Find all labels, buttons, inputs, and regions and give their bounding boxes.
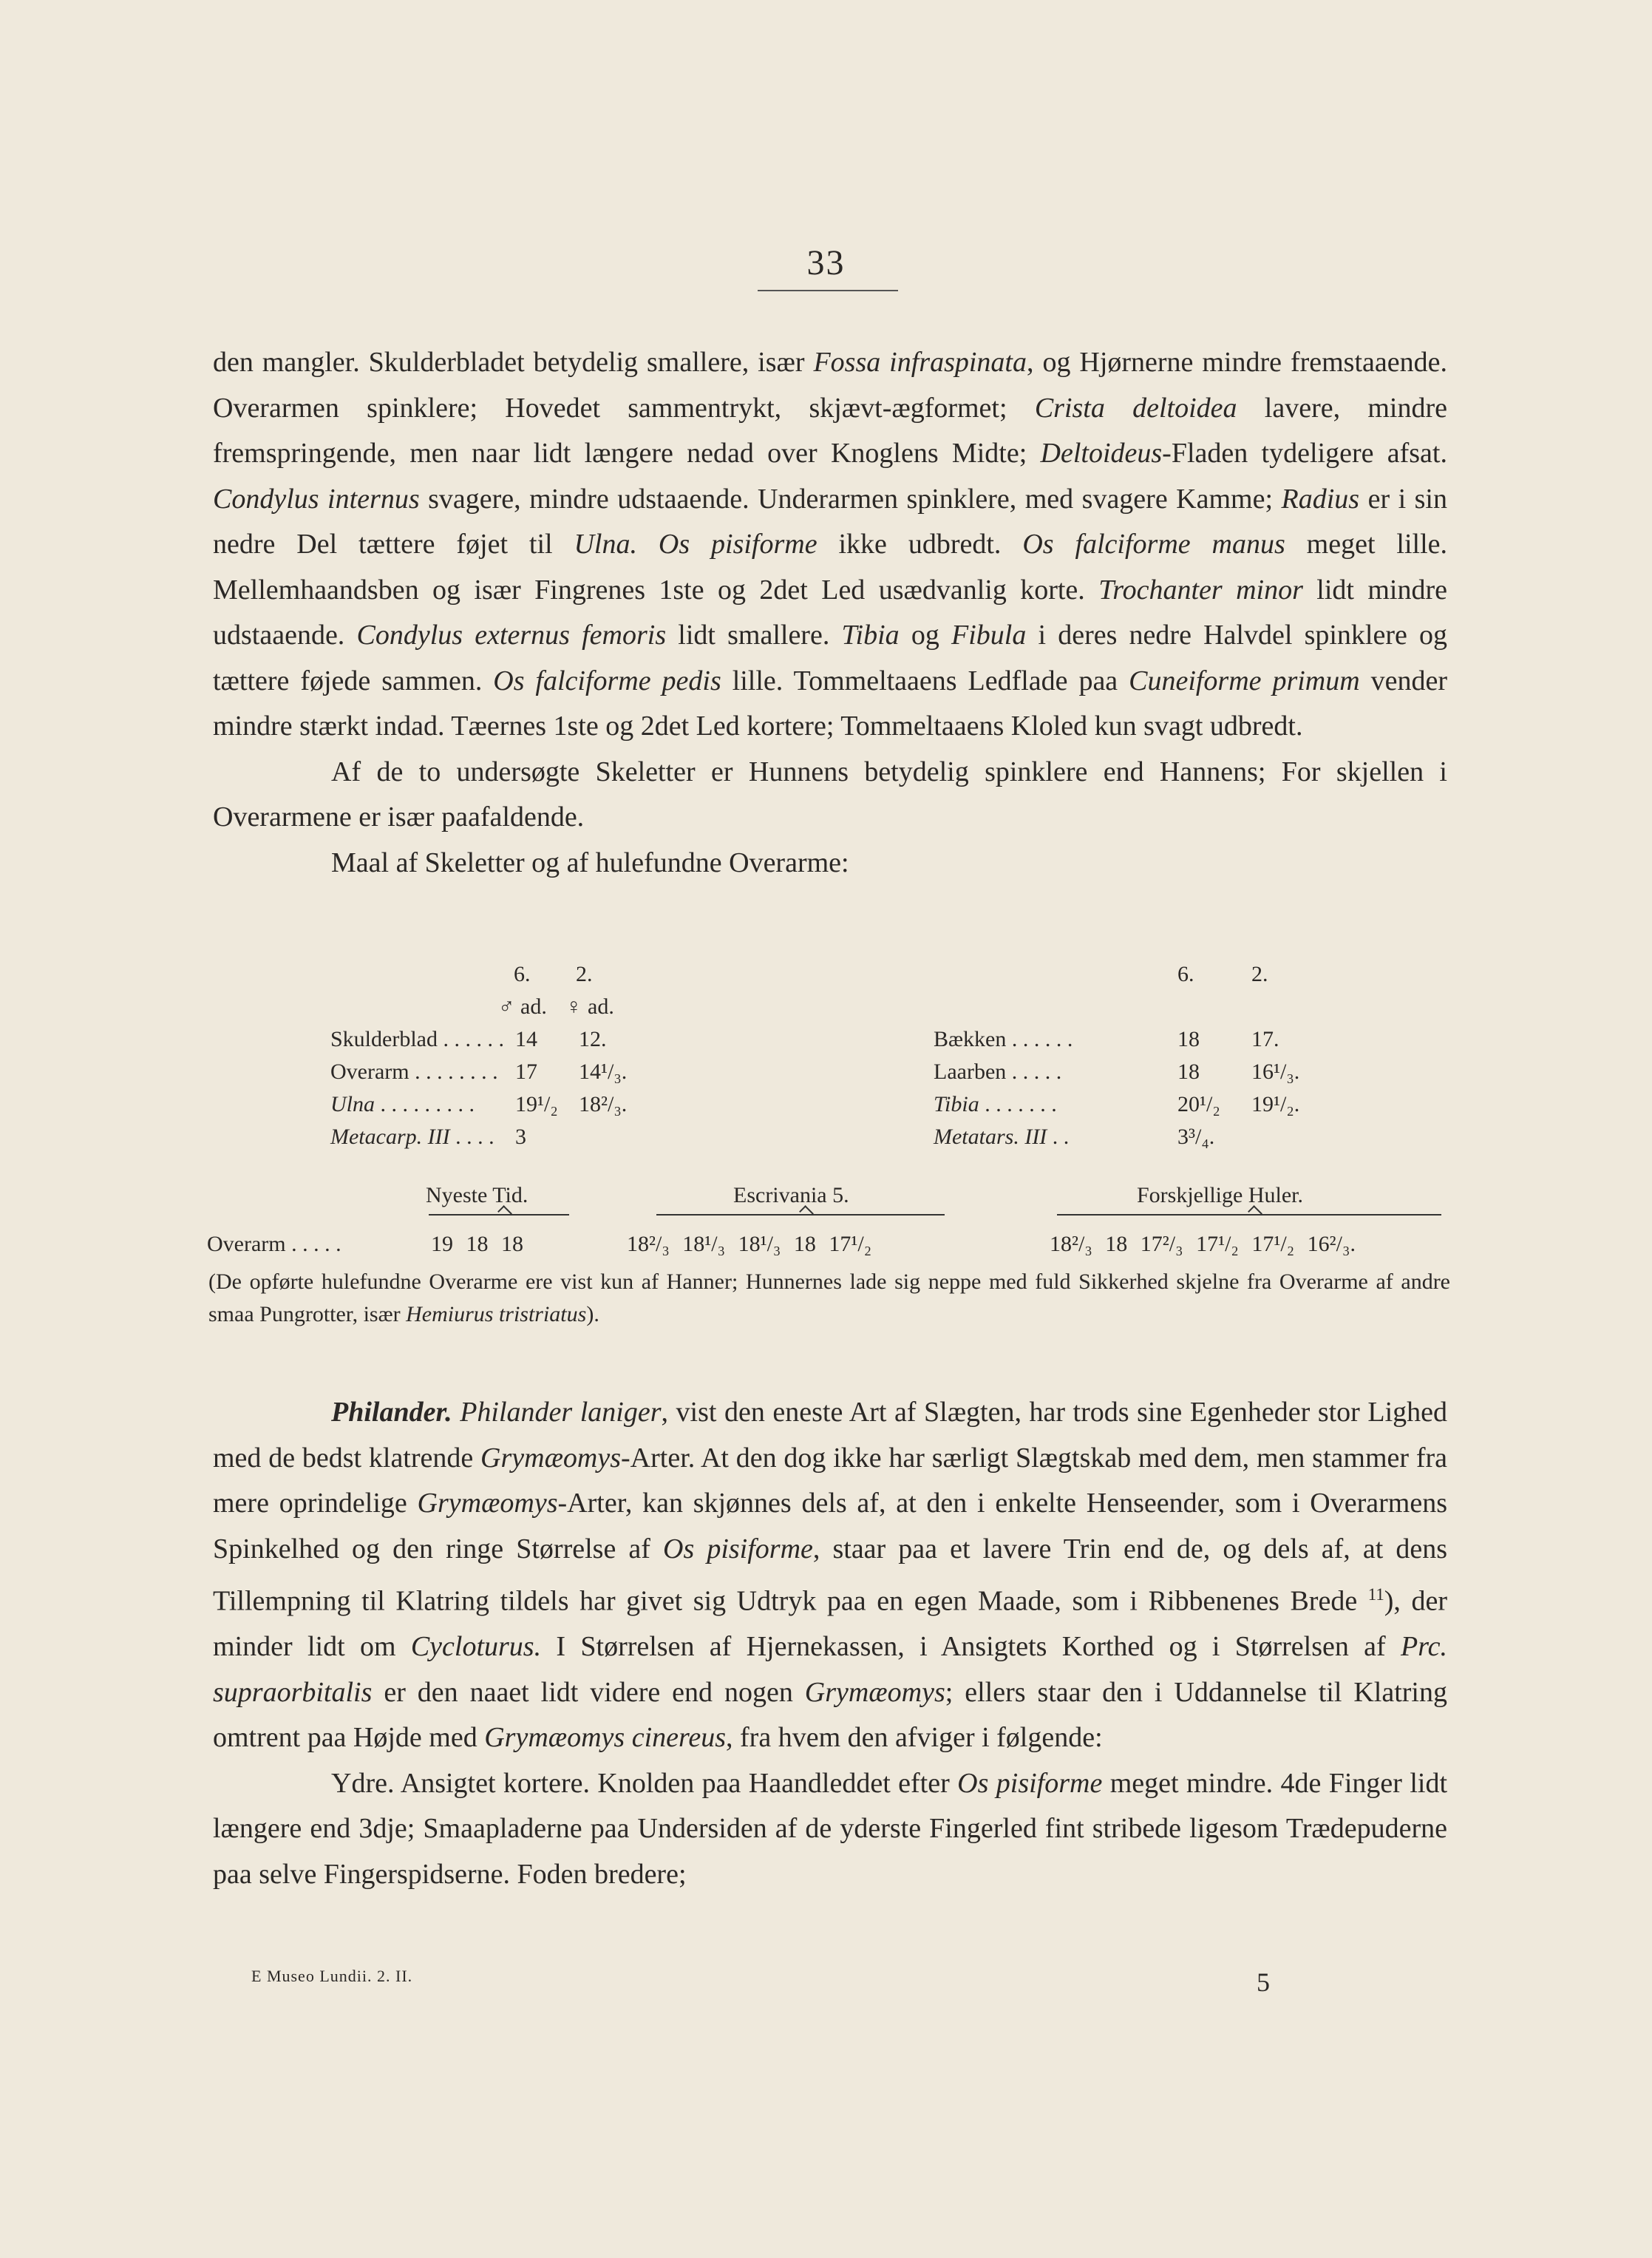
- text-run: Os falciforme pedis: [493, 665, 721, 696]
- text-run: ikke udbredt.: [817, 529, 1023, 560]
- value: 14¹/₃.: [579, 1060, 628, 1084]
- text-run: Os falciforme manus: [1022, 529, 1285, 560]
- signature-number: 5: [1257, 1967, 1270, 1997]
- text-run: Condylus internus: [213, 483, 420, 515]
- text-run: -Arter. At den dog ikke har særligt Slægtskab med dem, men stammer fra mere oprindelige: [213, 1442, 1447, 1519]
- text-run: Fibula: [951, 620, 1027, 651]
- row-label: Metacarp. III . . . .: [330, 1125, 494, 1149]
- body-text-upper: [213, 340, 1447, 886]
- row-label: Overarm . . . . .: [207, 1232, 341, 1256]
- sex-head: ♀ ad.: [565, 994, 614, 1019]
- page-number-rule: [758, 290, 898, 291]
- group-brace: [1057, 1214, 1441, 1224]
- row-label: Skulderblad . . . . . .: [330, 1027, 504, 1051]
- text-run: Cuneiforme primum: [1129, 665, 1360, 696]
- group-brace: [429, 1214, 569, 1224]
- text-run: Grymæomys cinereus: [484, 1722, 727, 1754]
- text-run: Os pisiforme: [658, 529, 817, 560]
- text-run: -Arter, kan skjønnes dels af, at den i enkelte Henseender, som i Overarmens Spinkelhed og den ringe Størrelse af: [213, 1488, 1447, 1564]
- text-run: Philander.: [331, 1397, 452, 1428]
- text-run: , vist den eneste Art af Slægten, har trods sine Egenheder stor Lighed med de bedst klatrende: [213, 1397, 1448, 1474]
- text-run: Radius: [1281, 483, 1360, 515]
- value: 20¹/₂: [1177, 1092, 1220, 1116]
- col-head: 6.: [514, 962, 531, 986]
- values-nyeste: 19 18 18: [431, 1232, 523, 1256]
- value: 18²/₃.: [579, 1092, 628, 1116]
- text-run: Deltoideus: [1040, 438, 1163, 469]
- text-run: Cycloturus.: [410, 1631, 542, 1663]
- text-run: meget lille. Mellemhaandsben og især Fingrenes 1ste og 2det Led usædvanlig korte.: [213, 529, 1448, 606]
- text-run: Tibia: [841, 620, 900, 651]
- text-run: Os pisiforme: [957, 1767, 1103, 1799]
- paragraph-2: Af de to undersøgte Skeletter er Hunnens betydelig spinklere end Hannens; For skjellen i Overarmene er især paafaldende.: [213, 756, 1447, 833]
- col-head: 6.: [1177, 962, 1194, 986]
- col-head: 2.: [1251, 962, 1268, 986]
- col-head: 2.: [576, 962, 593, 986]
- text-run: 11: [1367, 1585, 1384, 1604]
- value: 18: [1177, 1060, 1200, 1084]
- text-run: Crista deltoidea: [1034, 392, 1237, 424]
- value: 18: [1177, 1027, 1200, 1051]
- text-run: , staar paa et lavere Trin end de, og dels af, at dens Tillempning til Klatring tildels har givet sig Udtryk paa en egen Maade, som i Ribbenenes Brede: [213, 1533, 1447, 1617]
- text-run: ).: [586, 1302, 599, 1326]
- text-run: lidt mindre udstaaende.: [213, 574, 1447, 651]
- value: 17: [515, 1060, 537, 1084]
- text-run: (De opførte hulefundne Overarme ere vist kun af Hanner; Hunnernes lade sig neppe med fuld Sikkerhed skjelne fra Overarme af andre smaa Pungrotter, især: [208, 1269, 1450, 1326]
- text-run: lille. Tommeltaaens Ledflade paa: [721, 665, 1129, 696]
- value: 3³/₄.: [1177, 1125, 1215, 1149]
- text-run: Ydre. Ansigtet kortere. Knolden paa Haandleddet efter: [331, 1767, 958, 1799]
- text-run: lidt smallere.: [666, 620, 842, 651]
- value: 3: [515, 1125, 526, 1149]
- paragraph-5: [213, 1761, 1447, 1898]
- value: 17.: [1251, 1027, 1279, 1051]
- text-run: meget mindre. 4de Finger lidt længere end 3dje; Smaapladerne paa Undersiden af de yderste Fingerled fint stribede ligesom Trædepuderne paa selve Fingerspidserne. Foden bredere;: [213, 1767, 1448, 1890]
- row-label: Overarm . . . . . . . .: [330, 1060, 498, 1084]
- row-label: Bækken . . . . . .: [934, 1027, 1073, 1051]
- text-run: er i sin nedre Del tættere føjet til: [213, 483, 1447, 560]
- text-run: Ulna.: [574, 529, 637, 560]
- value: 12.: [579, 1027, 607, 1051]
- text-run: [637, 529, 659, 560]
- paragraph-4: [213, 1390, 1447, 1761]
- footnote-paragraph: [208, 1266, 1450, 1331]
- text-run: [452, 1397, 460, 1428]
- text-run: den mangler. Skulderbladet betydelig smallere, især: [213, 347, 814, 378]
- text-run: Philander laniger: [460, 1397, 662, 1428]
- page-number: 33: [806, 243, 846, 282]
- group-heading: Nyeste Tid.: [426, 1183, 528, 1207]
- text-run: vender mindre stærkt indad. Tæernes 1ste og 2det Led kortere; Tommeltaaens Kloled kun svagt udbredt.: [213, 665, 1448, 742]
- text-run: Grymæomys: [804, 1676, 945, 1708]
- text-run: Grymæomys: [480, 1442, 622, 1474]
- row-label: Metatars. III . .: [934, 1125, 1070, 1149]
- text-run: Prc. supraorbitalis: [213, 1631, 1447, 1708]
- paragraph-3: Maal af Skeletter og af hulefundne Overarme:: [331, 847, 849, 878]
- group-brace: [656, 1214, 945, 1224]
- text-run: Hemiurus tristriatus: [406, 1302, 587, 1326]
- text-run: lavere, mindre fremspringende, men naar lidt længere nedad over Knoglens Midte;: [213, 392, 1448, 469]
- text-run: Grymæomys: [417, 1488, 558, 1519]
- value: 19¹/₂.: [1251, 1092, 1300, 1116]
- text-run: , fra hvem den afviger i følgende:: [726, 1722, 1103, 1754]
- text-run: svagere, mindre udstaaende. Underarmen spinklere, med svagere Kamme;: [419, 483, 1282, 515]
- row-label: Laarben . . . . .: [934, 1060, 1062, 1084]
- text-run: -Fladen tydeligere afsat.: [1162, 438, 1447, 469]
- text-run: Os pisiforme: [663, 1533, 813, 1564]
- body-text-lower: [213, 1390, 1447, 1897]
- text-run: , og Hjørnerne mindre fremstaaende. Overarmen spinklere; Hovedet sammentrykt, skjævt-ægformet;: [213, 347, 1447, 424]
- value: 19¹/₂: [515, 1092, 558, 1116]
- text-run: Trochanter minor: [1098, 574, 1303, 606]
- values-huler: 18²/₃ 18 17²/₃ 17¹/₂ 17¹/₂ 16²/₃.: [1050, 1232, 1356, 1256]
- signature-mark: E Museo Lundii. 2. II.: [251, 1967, 413, 1985]
- row-label: Ulna . . . . . . . . .: [330, 1092, 475, 1116]
- group-heading: Forskjellige Huler.: [1137, 1183, 1303, 1207]
- text-run: er den naaet lidt videre end nogen: [372, 1676, 805, 1708]
- text-run: i deres nedre Halvdel spinklere og tættere føjede sammen.: [213, 620, 1448, 696]
- row-label: Tibia . . . . . . .: [934, 1092, 1057, 1116]
- text-run: og: [899, 620, 951, 651]
- value: 16¹/₃.: [1251, 1060, 1300, 1084]
- text-run: Fossa infraspinata: [813, 347, 1027, 378]
- text-run: ; ellers staar den i Uddannelse til Klatring omtrent paa Højde med: [213, 1676, 1447, 1754]
- values-escrivania: 18²/₃ 18¹/₃ 18¹/₃ 18 17¹/₂: [627, 1232, 872, 1256]
- value: 14: [515, 1027, 537, 1051]
- sex-head: ♂ ad.: [498, 994, 547, 1019]
- group-heading: Escrivania 5.: [733, 1183, 849, 1207]
- text-run: Condylus externus femoris: [356, 620, 667, 651]
- text-run: I Størrelsen af Hjernekassen, i Ansigtets Korthed og i Størrelsen af: [541, 1631, 1401, 1663]
- paragraph-1: [213, 340, 1447, 750]
- text-run: ), der minder lidt om: [213, 1585, 1447, 1663]
